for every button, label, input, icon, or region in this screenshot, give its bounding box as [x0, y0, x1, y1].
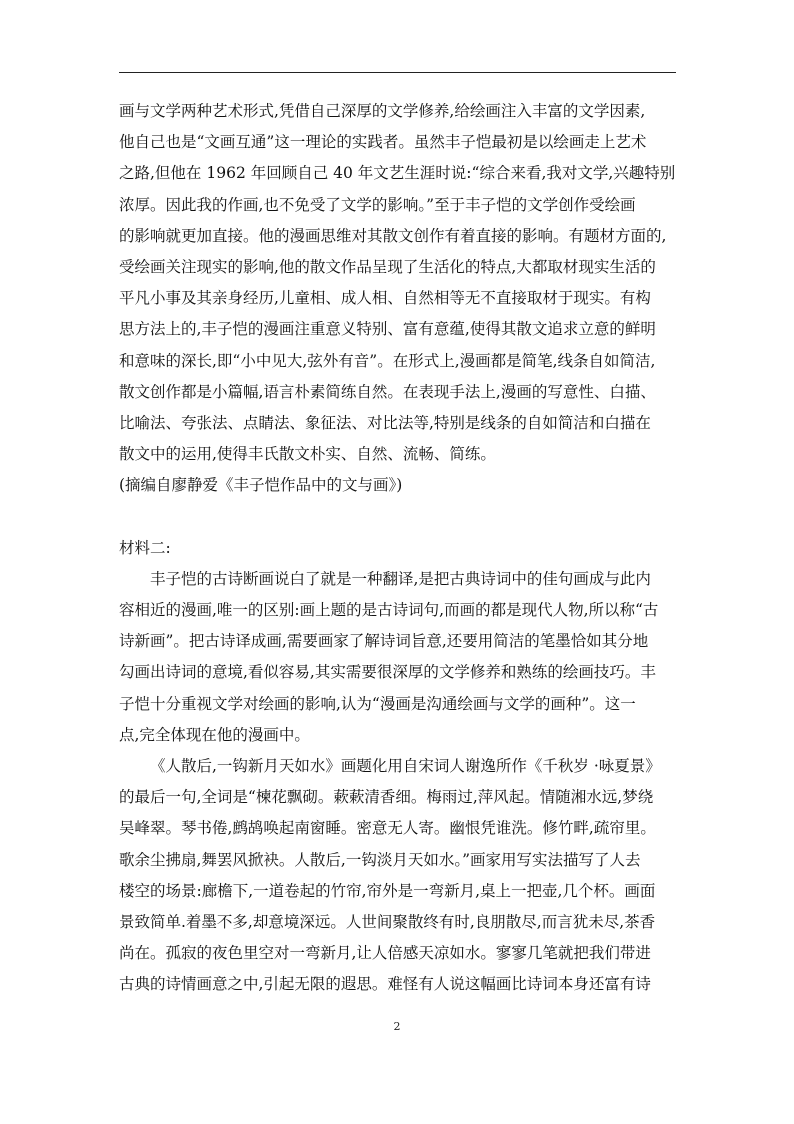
text-line: 散文创作都是小篇幅,语言朴素简练自然。在表现手法上,漫画的写意性、白描、	[119, 382, 656, 401]
document-body	[119, 96, 679, 1000]
text-line: 景致简单.着墨不多,却意境深远。人世间聚散终有时,良朋散尽,而言犹未尽,茶香	[119, 912, 656, 931]
text-line: 散文中的运用,使得丰氏散文朴实、自然、流畅、简练。	[119, 445, 496, 464]
text-line: 丰子恺的古诗断画说白了就是一种翻译,是把古典诗词中的佳句画成与此内	[150, 569, 651, 588]
text-line: 画与文学两种艺术形式,凭借自己深厚的文学修养,给绘画注入丰富的文学因素,	[119, 102, 646, 120]
paragraph-3	[119, 751, 679, 1001]
source-note: (摘编自廖静爱《丰子恺作品中的文与画》)	[119, 476, 403, 495]
text-line: 诗新画”。把古诗译成画,需要画家了解诗词旨意,还要用简洁的笔墨恰如其分地	[119, 632, 649, 651]
text-line: 点,完全体现在他的漫画中。	[119, 725, 310, 744]
text-line: 楼空的场景:廊檐下,一道卷起的竹帘,帘外是一弯新月,桌上一把壶,几个杯。画面	[119, 881, 656, 900]
spacer	[119, 501, 679, 532]
text-line: 比喻法、夸张法、点睛法、象征法、对比法等,特别是线条的自如简洁和白描在	[119, 413, 651, 432]
text-line: 浓厚。因此我的作画,也不免受了文学的影响。”至于丰子恺的文学创作受绘画	[119, 195, 636, 214]
text-line: 吴峰翠。琴书倦,鹧鸪唤起南窗睡。密意无人寄。幽恨凭谁洗。修竹畔,疏帘里。	[119, 819, 656, 838]
header-rule	[119, 72, 676, 73]
text-line: 受绘画关注现实的影响,他的散文作品呈现了生活化的特点,大都取材现实生活的	[119, 257, 656, 276]
text-line: 平凡小事及其亲身经历,儿童相、成人相、自然相等无不直接取材于现实。有构	[119, 289, 651, 308]
text-line: 的影响就更加直接。他的漫画思维对其散文创作有着直接的影响。有题材方面的,	[119, 226, 667, 245]
text-line: 容相近的漫画,唯一的区别:画上题的是古诗词句,而画的都是现代人物,所以称“古	[119, 601, 659, 619]
text-line: 古典的诗情画意之中,引起无限的遐思。难怪有人说这幅画比诗词本身还富有诗	[119, 975, 651, 994]
paragraph-2	[119, 564, 679, 751]
text-line: 思方法上的,丰子恺的漫画注重意义特别、富有意蕴,使得其散文追求立意的鲜明	[119, 320, 656, 339]
paragraph-1	[119, 96, 679, 470]
text-line: 的最后一句,全词是“楝花飘砌。蔌蔌清香细。梅雨过,萍风起。情随湘水远,梦绕	[119, 788, 654, 807]
text-line: 和意味的深长,即“小中见大,弦外有音”。在形式上,漫画都是简笔,线条自如简洁,	[119, 351, 656, 370]
text-line: 他自己也是“文画互通”这一理论的实践者。虽然丰子恺最初是以绘画走上艺术	[119, 133, 647, 152]
text-line: 歌余尘拂扇,舞罢风掀袂。人散后,一钩淡月天如水。”画家用写实法描写了人去	[119, 850, 641, 869]
text-line: 子恺十分重视文学对绘画的影响,认为“漫画是沟通绘画与文学的画种”。这一	[119, 694, 636, 713]
page-number: 2	[393, 1020, 401, 1033]
text-line: 勾画出诗词的意境,看似容易,其实需要很深厚的文学修养和熟练的绘画技巧。丰	[119, 663, 656, 682]
text-line: 之路,但他在 1962 年回顾自己 40 年文艺生涯时说:“综合来看,我对文学,兴趣特别	[119, 164, 676, 183]
text-line: 尚在。孤寂的夜色里空对一弯新月,让人倍感天凉如水。寥寥几笔就把我们带进	[119, 944, 651, 963]
section-heading: 材料二:	[119, 538, 171, 557]
text-line: 《人散后,一钩新月天如水》画题化用自宋词人谢逸所作《千秋岁 ·咏夏景》	[150, 756, 661, 775]
